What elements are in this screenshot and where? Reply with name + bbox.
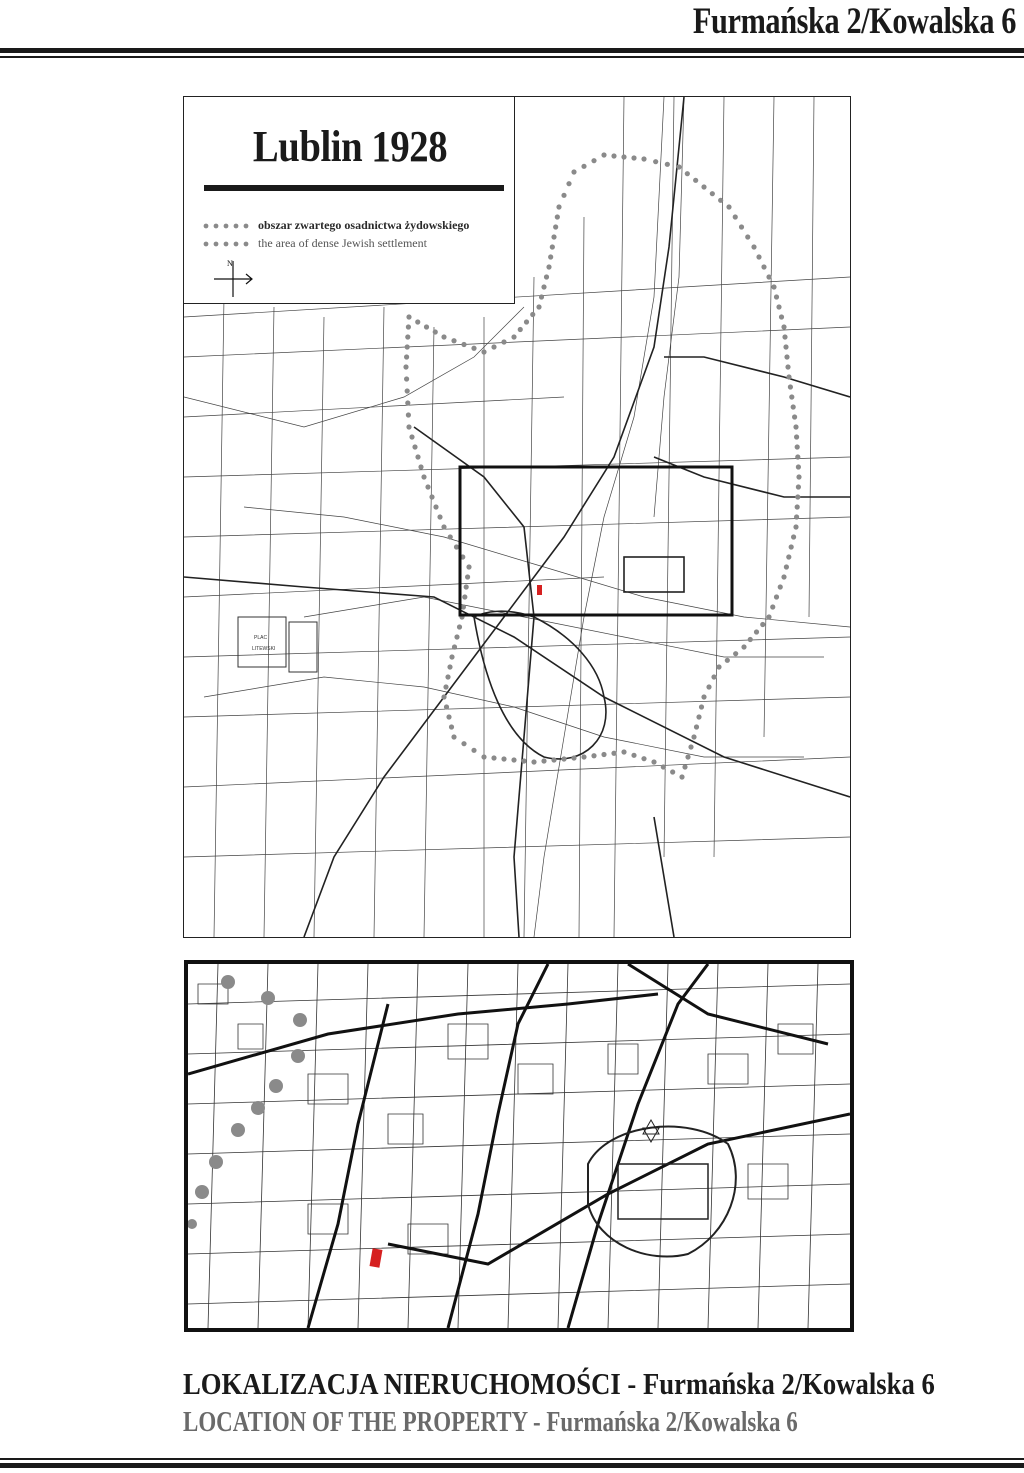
settlement-dot: [449, 724, 454, 729]
settlement-dot: [457, 624, 462, 629]
settlement-dot: [766, 614, 771, 619]
settlement-dot: [433, 329, 438, 334]
settlement-dot: [581, 754, 586, 759]
settlement-dot: [406, 314, 411, 319]
legend-text-en: the area of dense Jewish settlement: [258, 236, 427, 250]
settlement-dot: [795, 444, 800, 449]
settlement-dot: [581, 164, 586, 169]
settlement-dot: [461, 604, 466, 609]
settlement-dot: [751, 244, 756, 249]
settlement-dot: [433, 504, 438, 509]
settlement-dot: [409, 434, 414, 439]
settlement-dot: [774, 594, 779, 599]
settlement-dot: [481, 349, 486, 354]
settlement-dot: [553, 224, 558, 229]
settlement-dot: [501, 339, 506, 344]
settlement-dot: [591, 753, 596, 758]
settlement-dot: [748, 637, 753, 642]
settlement-dot: [754, 629, 759, 634]
settlement-dot: [710, 191, 715, 196]
settlement-dot: [789, 394, 794, 399]
settlement-dot: [725, 658, 730, 663]
settlement-dot: [544, 274, 549, 279]
settlement-dot: [685, 171, 690, 176]
settlement-dot: [794, 434, 799, 439]
settlement-dot: [550, 244, 555, 249]
settlement-dot: [699, 704, 704, 709]
settlement-dot: [796, 464, 801, 469]
settlement-dot: [766, 274, 771, 279]
settlement-dot: [441, 694, 446, 699]
settlement-dot: [760, 622, 765, 627]
settlement-dot: [676, 164, 681, 169]
settlement-dot: [793, 524, 798, 529]
settlement-dot: [511, 757, 516, 762]
settlement-dot: [446, 714, 451, 719]
settlement-dot: [631, 753, 636, 758]
settlement-dot: [691, 734, 696, 739]
settlement-dot: [424, 324, 429, 329]
settlement-dot: [741, 644, 746, 649]
header-rule-thin: [0, 56, 1024, 58]
settlement-dot: [788, 384, 793, 389]
settlement-dot: [611, 153, 616, 158]
settlement-dot: [784, 564, 789, 569]
settlement-dot: [786, 554, 791, 559]
settlement-dot: [462, 594, 467, 599]
detail-property-marker[interactable]: [370, 1248, 383, 1267]
settlement-dot: [670, 769, 675, 774]
settlement-dot: [778, 584, 783, 589]
settlement-dot: [761, 264, 766, 269]
settlement-dot: [701, 694, 706, 699]
settlement-dot: [733, 214, 738, 219]
settlement-dot: [464, 584, 469, 589]
settlement-dot: [405, 334, 410, 339]
settlement-dot: [795, 494, 800, 499]
settlement-dot: [539, 294, 544, 299]
settlement-dot: [530, 312, 535, 317]
settlement-dot: [491, 344, 496, 349]
settlement-dot: [781, 324, 786, 329]
settlement-dot: [429, 494, 434, 499]
settlement-dot: [794, 514, 799, 519]
settlement-dot: [531, 759, 536, 764]
settlement-dot: [796, 474, 801, 479]
settlement-dot: [783, 344, 788, 349]
settlement-dot: [511, 334, 516, 339]
settlement-dot: [546, 264, 551, 269]
settlement-dot: [795, 504, 800, 509]
settlement-dot: [491, 755, 496, 760]
settlement-dot: [466, 564, 471, 569]
settlement-dot: [782, 334, 787, 339]
settlement-dot: [711, 674, 716, 679]
legend-box: [183, 96, 515, 304]
settlement-dot: [756, 254, 761, 259]
settlement-dot: [571, 755, 576, 760]
settlement-dot: [471, 748, 476, 753]
property-marker[interactable]: [537, 585, 542, 595]
settlement-dot: [631, 155, 636, 160]
settlement-dot: [774, 294, 779, 299]
settlement-dot: [406, 324, 411, 329]
settlement-dot: [611, 751, 616, 756]
detail-frame[interactable]: [460, 467, 732, 615]
settlement-dot: [706, 684, 711, 689]
settlement-dot: [444, 704, 449, 709]
settlement-dot: [621, 154, 626, 159]
settlement-dot: [561, 756, 566, 761]
settlement-dot: [405, 400, 410, 405]
settlement-dot: [521, 758, 526, 763]
settlement-dot: [445, 674, 450, 679]
settlement-dot: [461, 741, 466, 746]
settlement-dot: [536, 304, 541, 309]
caption-en: [183, 1407, 798, 1439]
settlement-dot: [601, 152, 606, 157]
settlement-dot: [418, 464, 423, 469]
settlement-dot: [685, 754, 690, 759]
caption-pl-separator: -: [620, 1366, 643, 1401]
settlement-dot: [791, 534, 796, 539]
settlement-dot: [548, 254, 553, 259]
settlement-dot: [621, 749, 626, 754]
settlement-dot: [793, 424, 798, 429]
settlement-dot: [551, 234, 556, 239]
settlement-dot: [404, 376, 409, 381]
settlement-dot: [541, 284, 546, 289]
settlement-dot: [405, 344, 410, 349]
settlement-dot: [451, 734, 456, 739]
caption-pl-address: Furmańska 2/Kowalska 6: [642, 1366, 935, 1401]
settlement-dot: [665, 162, 670, 167]
settlement-dot: [745, 234, 750, 239]
settlement-dot: [555, 214, 560, 219]
settlement-dot: [701, 184, 706, 189]
settlement-dot: [739, 224, 744, 229]
caption-pl: [183, 1366, 935, 1402]
settlement-dot: [501, 756, 506, 761]
footer-rule-thick: [0, 1463, 1024, 1468]
caption-en-address: Furmańska 2/Kowalska 6: [546, 1407, 798, 1438]
settlement-dot: [651, 759, 656, 764]
settlement-dot: [465, 574, 470, 579]
caption-pl-label: LOKALIZACJA NIERUCHOMOŚCI: [183, 1366, 621, 1401]
settlement-dot: [518, 327, 523, 332]
settlement-dot: [694, 724, 699, 729]
legend-item-pl: [202, 218, 469, 233]
settlement-dot: [524, 319, 529, 324]
settlement-dot: [779, 314, 784, 319]
settlement-dot: [601, 752, 606, 757]
settlement-dot: [682, 764, 687, 769]
settlement-dot: [403, 364, 408, 369]
settlement-dot: [541, 758, 546, 763]
settlement-dot: [405, 388, 410, 393]
legend-item-en: [202, 236, 427, 251]
settlement-dot: [415, 454, 420, 459]
settlement-dot: [454, 544, 459, 549]
north-label: N: [227, 259, 233, 268]
settlement-dot: [449, 654, 454, 659]
header-rule-thick: [0, 48, 1024, 53]
settlement-dot: [441, 334, 446, 339]
settlement-dot: [733, 651, 738, 656]
legend-text-pl: obszar zwartego osadnictwa żydowskiego: [258, 218, 470, 232]
settlement-dot: [421, 474, 426, 479]
settlement-dot: [789, 544, 794, 549]
caption-en-label: LOCATION OF THE PROPERTY: [183, 1407, 528, 1438]
settlement-dot: [571, 169, 576, 174]
settlement-dot: [451, 338, 456, 343]
north-arrow-icon: [210, 257, 256, 299]
legend-title: Lublin 1928: [252, 122, 448, 171]
settlement-dot: [591, 158, 596, 163]
settlement-dot: [688, 744, 693, 749]
settlement-dot: [566, 181, 571, 186]
settlement-dot: [641, 156, 646, 161]
dotted-line-icon: [202, 240, 250, 248]
settlement-dot: [425, 484, 430, 489]
settlement-dot: [556, 204, 561, 209]
settlement-dot: [781, 574, 786, 579]
dotted-line-icon: [202, 222, 250, 230]
settlement-dot: [481, 754, 486, 759]
settlement-dot: [561, 193, 566, 198]
settlement-dot: [661, 764, 666, 769]
settlement-dot: [679, 774, 684, 779]
settlement-dot: [412, 444, 417, 449]
settlement-dot: [454, 634, 459, 639]
settlement-dot: [461, 342, 466, 347]
settlement-dot: [784, 354, 789, 359]
settlement-dot: [415, 319, 420, 324]
footer-rule-thin: [0, 1458, 1024, 1460]
legend-title-rule: [204, 185, 504, 191]
settlement-dot: [696, 714, 701, 719]
settlement-dot: [448, 534, 453, 539]
detail-map[interactable]: [184, 960, 854, 1332]
plac-name-label: LITEWSKI: [252, 646, 276, 652]
settlement-dot: [551, 757, 556, 762]
settlement-dot: [718, 198, 723, 203]
settlement-dot: [726, 204, 731, 209]
settlement-dot: [796, 484, 801, 489]
page-title: Furmańska 2/Kowalska 6: [692, 1, 1016, 42]
settlement-dot: [792, 414, 797, 419]
settlement-dot: [452, 644, 457, 649]
settlement-dot: [404, 354, 409, 359]
settlement-dot: [786, 374, 791, 379]
settlement-dot: [443, 684, 448, 689]
settlement-dot: [447, 664, 452, 669]
settlement-dot: [693, 178, 698, 183]
settlement-dot: [770, 604, 775, 609]
settlement-dot: [406, 412, 411, 417]
settlement-dot: [785, 364, 790, 369]
settlement-dot: [406, 424, 411, 429]
settlement-dot: [771, 284, 776, 289]
settlement-dot: [653, 159, 658, 164]
caption-en-separator: -: [527, 1407, 547, 1438]
settlement-dot: [441, 524, 446, 529]
settlement-dot: [437, 514, 442, 519]
settlement-dot: [795, 454, 800, 459]
settlement-dot: [716, 664, 721, 669]
settlement-dot: [471, 346, 476, 351]
plac-label: PLAC: [254, 635, 268, 641]
settlement-dot: [641, 756, 646, 761]
settlement-dot: [791, 404, 796, 409]
settlement-dot: [776, 304, 781, 309]
